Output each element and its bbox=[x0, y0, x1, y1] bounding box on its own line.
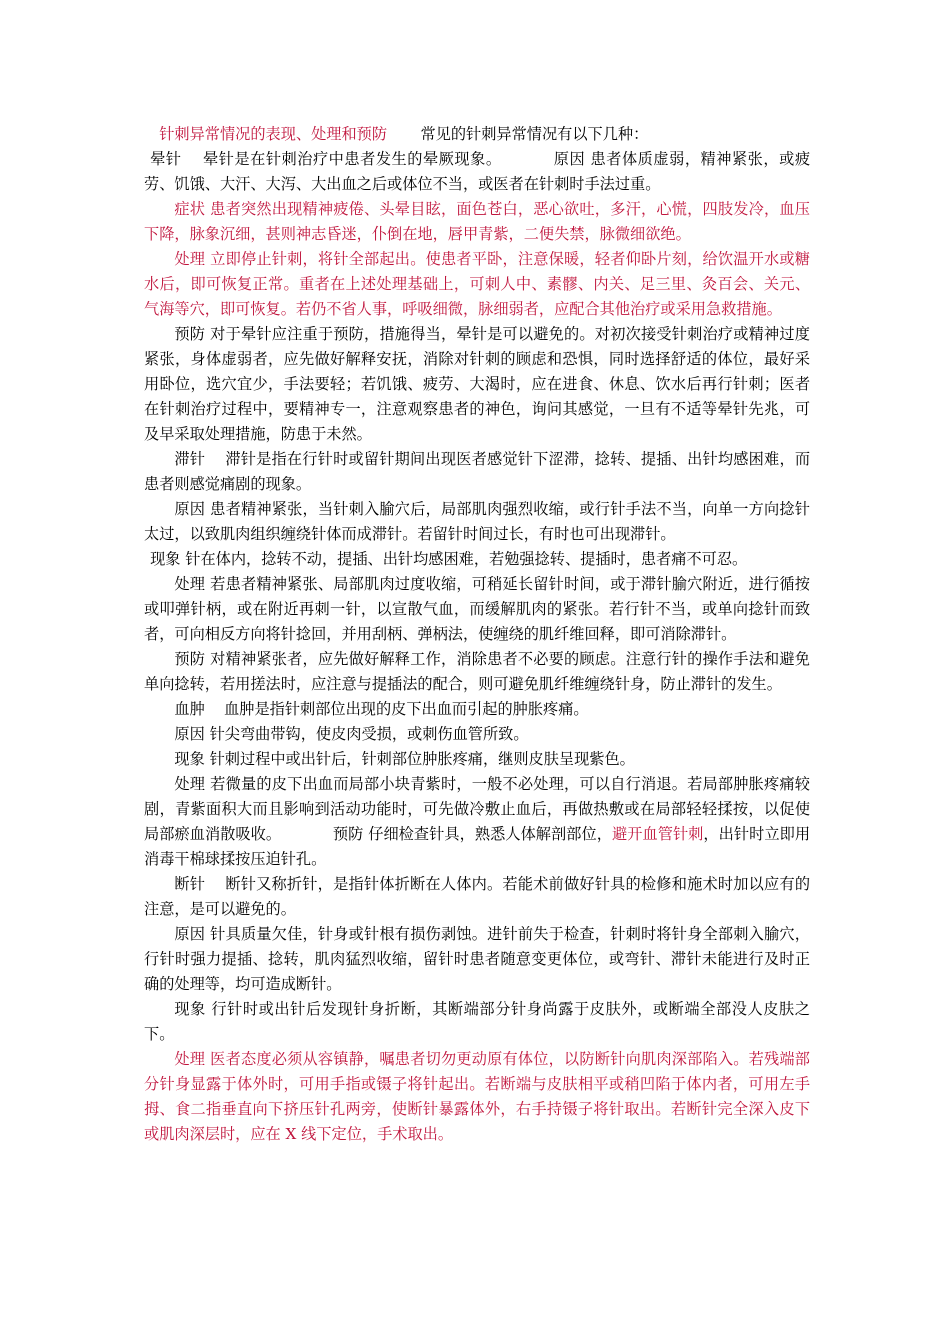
xuezhong-definition: 血肿是指针刺部位出现的皮下出血而引起的肿胀疼痛。 bbox=[224, 700, 589, 718]
xuezhong-paragraph bbox=[144, 697, 810, 722]
zhizhen-paragraph bbox=[144, 447, 810, 497]
duanzhen-cause: 原因 针具质量欠佳，针身或针根有损伤剥蚀。进针前失于检查，针刺时将针身全部刺入腧穴，行针时强力提插、捻转，肌肉猛烈收缩，留针时患者随意变更体位，或弯针、滞针未能进行及时正确的处理等，均可造成断针。 bbox=[144, 925, 810, 993]
duanzhen-definition: 断针又称折针，是指针体折断在人体内。若能术前做好针具的检修和施术时加以应有的注意，是可以避免的。 bbox=[144, 875, 811, 918]
xuezhong-phenomenon: 现象 针刺过程中或出针后，针刺部位肿胀疼痛，继则皮肤呈现紫色。 bbox=[174, 750, 635, 768]
document-page bbox=[144, 122, 810, 1147]
yunzhen-cause: 原因 患者体质虚弱，精神紧张，或疲劳、饥饿、大汗、大泻、大出血之后或体位不当，或医者在针刺时手法过重。 bbox=[144, 150, 811, 193]
yunzhen-definition: 晕针是在针刺治疗中患者发生的晕厥现象。 bbox=[202, 150, 502, 168]
xuezhong-treatment-prevention bbox=[144, 772, 810, 872]
zhizhen-definition: 滞针是指在行针时或留针期间出现医者感觉针下涩滞，捻转、提插、出针均感困难，而患者则感觉痛剧的现象。 bbox=[144, 450, 811, 493]
xuezhong-prevention-end: ，出针时立即用消毒干棉球揉按压迫针孔。 bbox=[144, 825, 811, 868]
duanzhen-treatment: 处理 医者态度必须从容镇静，嘱患者切勿更动原有体位，以防断针向肌肉深部陷入。若残端部分针身显露于体外时，可用手指或镊子将针起出。若断端与皮肤相平或稍凹陷于体内者，可用左手拇、食二指垂直向下挤压针孔两旁，使断针暴露体外，右手持镊子将针取出。若断针完全深入皮下或肌肉深层时，应在 X 线下定位，手术取出。 bbox=[144, 1050, 810, 1143]
yunzhen-label: 晕针 bbox=[150, 150, 182, 168]
duanzhen-paragraph bbox=[144, 872, 810, 922]
duanzhen-label: 断针 bbox=[174, 875, 206, 893]
intro-text: 常见的针刺异常情况有以下几种： bbox=[420, 125, 649, 143]
yunzhen-paragraph bbox=[144, 147, 810, 197]
yunzhen-prevention: 预防 对于晕针应注重于预防，措施得当，晕针是可以避免的。对初次接受针刺治疗或精神过度紧张，身体虚弱者，应先做好解释安抚，消除对针刺的顾虑和恐惧，同时选择舒适的体位，最好采用卧位，选穴宜少，手法要轻；若饥饿、疲劳、大渴时，应在进食、休息、饮水后再行针刺；医者在针刺治疗过程中，要精神专一，注意观察患者的神色，询问其感觉，一旦有不适等晕针先兆，可及早采取处理措施，防患于未然。 bbox=[144, 325, 810, 443]
xuezhong-prevention: 预防 仔细检查针具，熟悉人体解剖部位， bbox=[332, 825, 612, 843]
xuezhong-prevention-highlight: 避开血管针刺 bbox=[612, 825, 704, 843]
yunzhen-treatment: 处理 立即停止针刺，将针全部起出。使患者平卧，注意保暖，轻者仰卧片刻，给饮温开水或糖水后，即可恢复正常。重者在上述处理基础上，可刺人中、素髎、内关、足三里、灸百会、关元、气海等穴，即可恢复。若仍不省人事，呼吸细微，脉细弱者，应配合其他治疗或采用急救措施。 bbox=[144, 250, 810, 318]
zhizhen-phenomenon: 现象 针在体内，捻转不动，提插、出针均感困难，若勉强捻转、提插时，患者痛不可忍。 bbox=[150, 550, 748, 568]
xuezhong-cause: 原因 针尖弯曲带钩，使皮肉受损，或刺伤血管所致。 bbox=[174, 725, 529, 743]
zhizhen-treatment: 处理 若患者精神紧张、局部肌肉过度收缩，可稍延长留针时间，或于滞针腧穴附近，进行循按或叩弹针柄，或在附近再刺一针，以宣散气血，而缓解肌肉的紧张。若行针不当，或单向捻针而致者，可向相反方向将针捻回，并用刮柄、弹柄法，使缠绕的肌纤维回释，即可消除滞针。 bbox=[144, 575, 810, 643]
yunzhen-symptom: 症状 患者突然出现精神疲倦、头晕目眩，面色苍白，恶心欲吐，多汗，心慌，四肢发冷，血压下降，脉象沉细，甚则神志昏迷，仆倒在地，唇甲青紫，二便失禁，脉微细欲绝。 bbox=[144, 200, 810, 243]
section-heading bbox=[144, 122, 810, 147]
duanzhen-phenomenon: 现象 行针时或出针后发现针身折断，其断端部分针身尚露于皮肤外，或断端全部没人皮肤之下。 bbox=[144, 1000, 810, 1043]
zhizhen-prevention: 预防 对精神紧张者，应先做好解释工作，消除患者不必要的顾虑。注意行针的操作手法和避免单向捻转，若用搓法时，应注意与提插法的配合，则可避免肌纤维缠绕针身，防止滞针的发生。 bbox=[144, 650, 810, 693]
zhizhen-cause: 原因 患者精神紧张，当针刺入腧穴后，局部肌肉强烈收缩，或行针手法不当，向单一方向捻针太过，以致肌肉组织缠绕针体而成滞针。若留针时间过长，有时也可出现滞针。 bbox=[144, 500, 810, 543]
zhizhen-label: 滞针 bbox=[174, 450, 206, 468]
document-title: 针刺异常情况的表现、处理和预防 bbox=[159, 125, 387, 143]
xuezhong-label: 血肿 bbox=[174, 700, 205, 718]
xuezhong-treatment: 处理 若微量的皮下出血而局部小块青紫时，一般不必处理，可以自行消退。若局部肿胀疼痛较剧，青紫面积大而且影响到活动功能时，可先做冷敷止血后，再做热敷或在局部轻轻揉按，以促使局部瘀血消散吸收。 bbox=[144, 775, 810, 843]
